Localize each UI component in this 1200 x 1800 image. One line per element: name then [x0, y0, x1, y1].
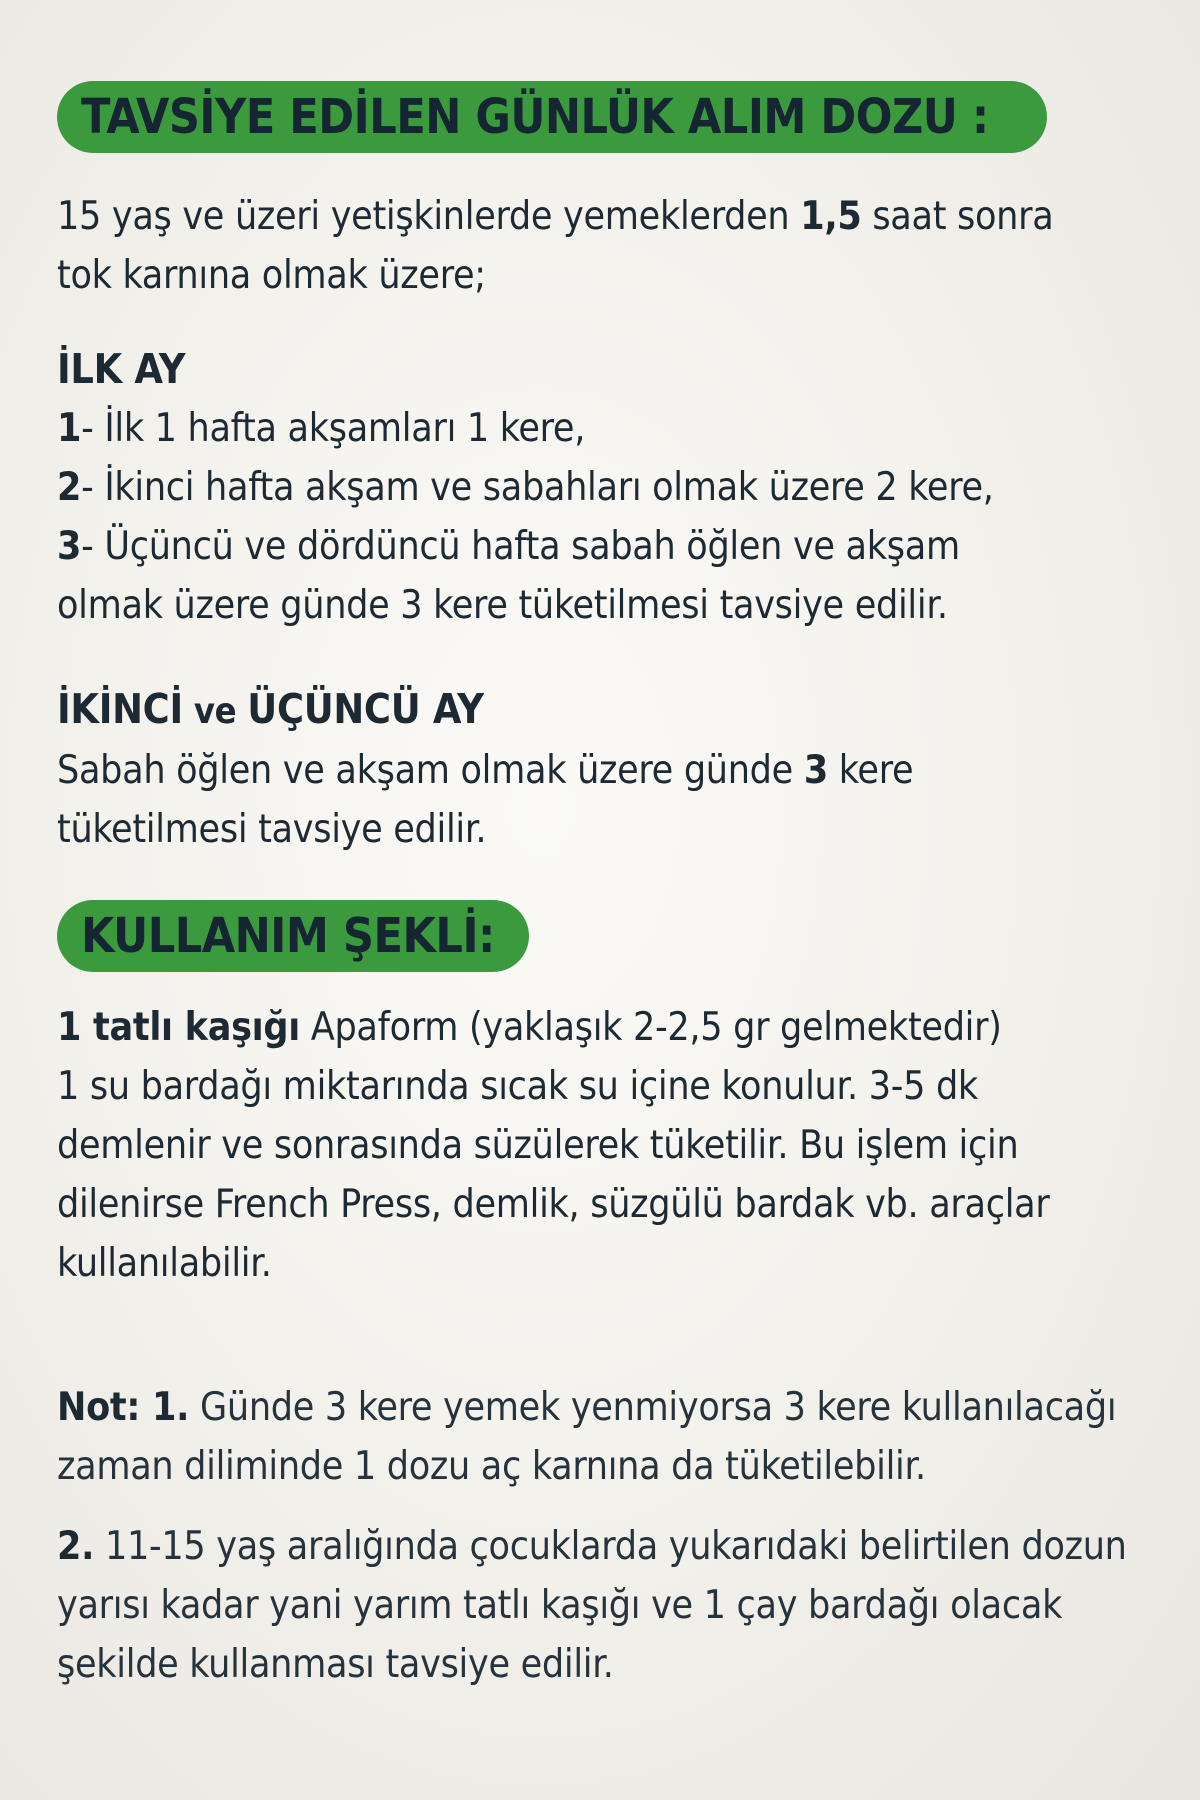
usage-line-1: 1 tatlı kaşığı Apaform (yaklaşık 2-2,5 gr gelmektedir): [57, 1005, 1002, 1050]
note-1-line-2: zaman diliminde 1 dozu aç karnına da tüketilebilir.: [57, 1444, 926, 1489]
note-1-line-1: Not: 1. Günde 3 kere yemek yenmiyorsa 3 kere kullanılacağı: [57, 1385, 1117, 1430]
intro-line-1: 15 yaş ve üzeri yetişkinlerde yemeklerden 1,5 saat sonra: [57, 194, 1054, 239]
usage-line-2: 1 su bardağı miktarında sıcak su içine konulur. 3-5 dk: [57, 1064, 978, 1109]
daily-dose-title-pill: [57, 81, 1047, 153]
usage-line-4: dilenirse French Press, demlik, süzgülü bardak vb. araçlar: [57, 1182, 1050, 1227]
usage-line-3: demlenir ve sonrasında süzülerek tüketilir. Bu işlem için: [57, 1123, 1019, 1168]
intro-line-2: tok karnına olmak üzere;: [57, 253, 486, 298]
note-2-line-1: 2. 11-15 yaş aralığında çocuklarda yukarıdaki belirtilen dozun: [57, 1524, 1127, 1569]
second-third-month-section: [57, 680, 1167, 859]
usage-line-5: kullanılabilir.: [57, 1241, 272, 1286]
first-month-heading: İLK AY: [57, 345, 186, 393]
second-third-month-heading: İKİNCİ ve ÜÇÜNCÜ AY: [57, 685, 484, 733]
intro-dose-hours: 1,5: [800, 194, 862, 239]
first-month-item-1: 1- İlk 1 hafta akşamları 1 kere,: [57, 406, 586, 451]
daily-dose-title: TAVSİYE EDİLEN GÜNLÜK ALIM DOZU :: [81, 89, 989, 145]
second-third-month-line-1: Sabah öğlen ve akşam olmak üzere günde 3 kere: [57, 748, 914, 793]
usage-title: KULLANIM ŞEKLİ:: [81, 908, 495, 964]
first-month-item-3-cont: olmak üzere günde 3 kere tüketilmesi tavsiye edilir.: [57, 583, 948, 628]
intro-text: [57, 187, 1167, 305]
second-third-month-line-2: tüketilmesi tavsiye edilir.: [57, 807, 487, 852]
first-month-item-2: 2- İkinci hafta akşam ve sabahları olmak üzere 2 kere,: [57, 465, 994, 510]
note-1: [57, 1378, 1167, 1496]
note-2-line-2: yarısı kadar yani yarım tatlı kaşığı ve 1 çay bardağı olacak: [57, 1583, 1063, 1628]
note-2: [57, 1517, 1167, 1694]
first-month-item-3: 3- Üçüncü ve dördüncü hafta sabah öğlen ve akşam: [57, 524, 960, 569]
first-month-section: [57, 340, 1167, 635]
usage-title-pill: [57, 900, 529, 972]
note-2-line-3: şekilde kullanması tavsiye edilir.: [57, 1642, 614, 1687]
usage-text: [57, 998, 1167, 1293]
